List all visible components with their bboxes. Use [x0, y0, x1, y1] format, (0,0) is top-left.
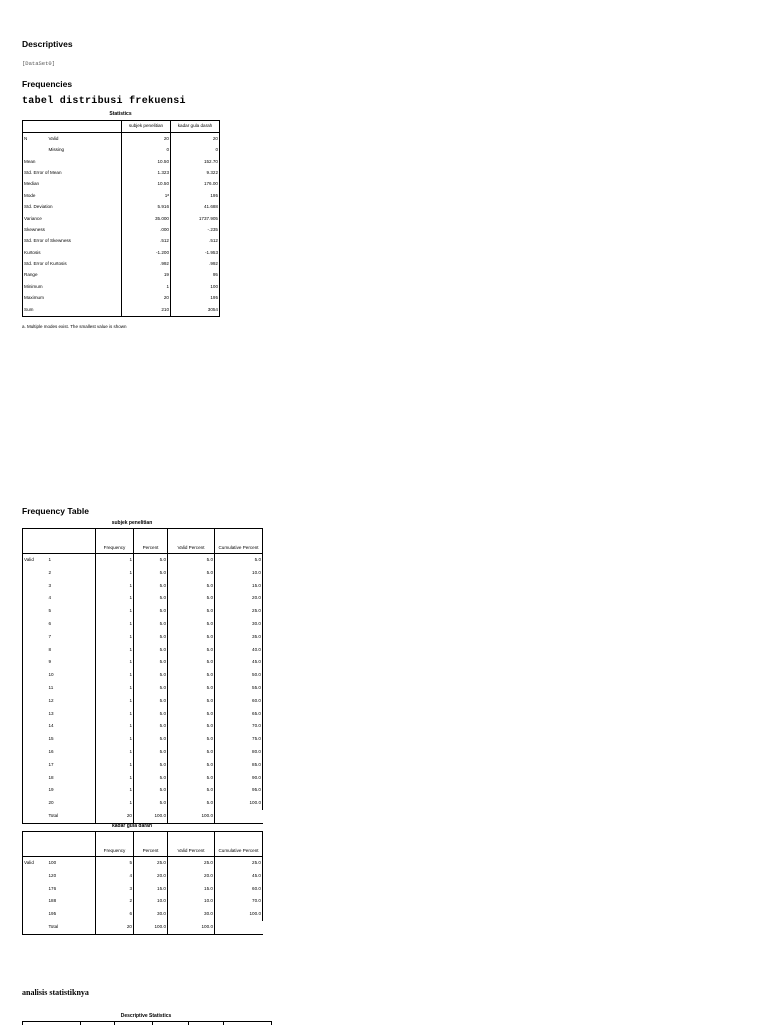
- statistics-value-subjek: 0: [122, 145, 171, 156]
- subjek-row: [23, 567, 263, 580]
- subjek-frequency-cell: 1: [96, 580, 134, 593]
- subjek-valid-percent-cell: 5.0: [168, 592, 215, 605]
- kadar-row: [23, 895, 263, 908]
- kadar-value-label: 120: [48, 872, 57, 878]
- statistics-value-subjek: 20: [122, 293, 171, 304]
- subjek-percent-cell: 5.0: [134, 656, 168, 669]
- subjek-value-label: 7: [48, 633, 52, 639]
- subjek-row: [23, 656, 263, 669]
- statistics-row-label: Range: [23, 270, 122, 281]
- statistics-row: [23, 179, 220, 190]
- statistics-col-kadar: kadar gula darah: [171, 121, 220, 133]
- subjek-frequency-cell: 1: [96, 708, 134, 721]
- subjek-frequency-cell: 1: [96, 695, 134, 708]
- subjek-cumulative-percent-cell: 95.0: [215, 784, 263, 797]
- statistics-row-label: N: [23, 133, 45, 145]
- subjek-valid-percent-cell: 100.0: [168, 810, 215, 823]
- subjek-value-label: 18: [48, 774, 54, 780]
- kadar-frequency-table: [22, 831, 263, 935]
- subjek-value-label: 19: [48, 787, 54, 793]
- subjek-valid-percent-cell: 5.0: [168, 746, 215, 759]
- subjek-percent-cell: 5.0: [134, 554, 168, 567]
- statistics-row-sublabel: Missing: [48, 147, 65, 153]
- subjek-row: [23, 554, 263, 567]
- subjek-percent-cell: 5.0: [134, 708, 168, 721]
- subjek-value-label: 6: [48, 621, 52, 627]
- subjek-percent-cell: 5.0: [134, 567, 168, 580]
- subjek-valid-percent-cell: 5.0: [168, 695, 215, 708]
- subjek-percent-cell: 5.0: [134, 695, 168, 708]
- subjek-row: [23, 759, 263, 772]
- statistics-row: [23, 304, 220, 316]
- subjek-cumulative-percent-header: Cumulative Percent: [215, 529, 263, 554]
- statistics-row-label: Std. Deviation: [23, 202, 122, 213]
- kadar-valid-percent-cell: 20.0: [168, 870, 215, 883]
- subjek-percent-cell: 5.0: [134, 592, 168, 605]
- subjek-group-label: [23, 733, 45, 746]
- statistics-corner-cell: [23, 121, 122, 133]
- subjek-row: [23, 746, 263, 759]
- subjek-row: [23, 631, 263, 644]
- subjek-frequency-cell: 1: [96, 746, 134, 759]
- kadar-row: [23, 870, 263, 883]
- subjek-value-label: 8: [48, 646, 52, 652]
- subjek-group-label: [23, 784, 45, 797]
- subjek-row: [23, 669, 263, 682]
- statistics-value-kadar: 41.688: [171, 202, 220, 213]
- subjek-caption: subjek penelitian: [111, 520, 153, 526]
- statistics-row: [23, 202, 220, 213]
- dataset-label: [DataSet0]: [22, 60, 56, 67]
- statistics-row: [23, 145, 220, 156]
- subjek-cumulative-percent-cell: 90.0: [215, 772, 263, 785]
- subjek-value-label: Total: [45, 810, 96, 823]
- kadar-frequency-cell: 5: [96, 857, 134, 870]
- subjek-cumulative-percent-cell: [215, 810, 263, 823]
- subjek-percent-cell: 5.0: [134, 759, 168, 772]
- kadar-cumulative-percent-cell: 25.0: [215, 857, 263, 870]
- statistics-footnote: a. Multiple modes exist. The smallest value is shown: [22, 324, 127, 329]
- subjek-valid-percent-cell: 5.0: [168, 605, 215, 618]
- statistics-caption: Statistics: [109, 111, 132, 117]
- kadar-valid-percent-cell: 15.0: [168, 883, 215, 896]
- statistics-value-subjek: -1.200: [122, 247, 171, 258]
- subjek-frequency-cell: 1: [96, 682, 134, 695]
- descriptives-heading: Descriptives: [22, 39, 73, 49]
- kadar-row: [23, 883, 263, 896]
- subjek-frequency-cell: 1: [96, 554, 134, 567]
- kadar-value-label: 188: [48, 898, 57, 904]
- statistics-table: [22, 120, 220, 317]
- kadar-valid-percent-cell: 10.0: [168, 895, 215, 908]
- kadar-frequency-cell: 2: [96, 895, 134, 908]
- subjek-frequency-cell: 1: [96, 567, 134, 580]
- kadar-cumulative-percent-cell: 45.0: [215, 870, 263, 883]
- kadar-group-label: [23, 883, 45, 896]
- subjek-frequency-cell: 1: [96, 759, 134, 772]
- statistics-value-kadar: 0: [171, 145, 220, 156]
- subjek-valid-percent-cell: 5.0: [168, 644, 215, 657]
- subjek-valid-percent-cell: 5.0: [168, 567, 215, 580]
- statistics-row-label: Median: [23, 179, 122, 190]
- descriptive-statistics-table-top: [22, 1021, 272, 1025]
- statistics-value-kadar: .512: [171, 236, 220, 247]
- subjek-cumulative-percent-cell: 80.0: [215, 746, 263, 759]
- statistics-row: [23, 156, 220, 167]
- statistics-value-kadar: 176.00: [171, 179, 220, 190]
- subjek-group-label: [23, 682, 45, 695]
- statistics-row: [23, 168, 220, 179]
- subjek-cumulative-percent-cell: 5.0: [215, 554, 263, 567]
- subjek-cumulative-percent-cell: 60.0: [215, 695, 263, 708]
- statistics-row: [23, 236, 220, 247]
- statistics-row-label: Std. Error of Mean: [23, 168, 122, 179]
- subjek-row: [23, 810, 263, 823]
- subjek-frequency-cell: 1: [96, 618, 134, 631]
- kadar-cumulative-percent-cell: 60.0: [215, 883, 263, 896]
- subjek-percent-cell: 5.0: [134, 682, 168, 695]
- subjek-valid-percent-cell: 5.0: [168, 772, 215, 785]
- subjek-valid-percent-cell: 5.0: [168, 708, 215, 721]
- statistics-value-kadar: -.235: [171, 225, 220, 236]
- subjek-frequency-cell: 1: [96, 669, 134, 682]
- kadar-row: [23, 857, 263, 870]
- subjek-cumulative-percent-cell: 15.0: [215, 580, 263, 593]
- subjek-cumulative-percent-cell: 75.0: [215, 733, 263, 746]
- subjek-valid-percent-cell: 5.0: [168, 669, 215, 682]
- kadar-frequency-cell: 3: [96, 883, 134, 896]
- statistics-value-subjek: 35.000: [122, 213, 171, 224]
- subjek-cumulative-percent-cell: 70.0: [215, 720, 263, 733]
- subjek-corner-cell: [23, 529, 96, 554]
- statistics-value-subjek: 10.50: [122, 179, 171, 190]
- subjek-frequency-cell: 1: [96, 656, 134, 669]
- subjek-percent-cell: 5.0: [134, 797, 168, 810]
- kadar-header-row: [23, 832, 263, 857]
- statistics-row: [23, 270, 220, 281]
- subjek-percent-cell: 5.0: [134, 733, 168, 746]
- kadar-corner-cell: [23, 832, 96, 857]
- subjek-value-label: 9: [48, 659, 52, 665]
- kadar-value-label: Total: [45, 921, 96, 934]
- kadar-value-label: 176: [48, 885, 57, 891]
- kadar-valid-percent-header: Valid Percent: [168, 832, 215, 857]
- kadar-frequency-cell: 6: [96, 908, 134, 921]
- subjek-percent-cell: 5.0: [134, 720, 168, 733]
- subjek-group-label: [23, 772, 45, 785]
- kadar-percent-cell: 100.0: [134, 921, 168, 934]
- subjek-group-label: [23, 618, 45, 631]
- subjek-percent-cell: 5.0: [134, 669, 168, 682]
- kadar-group-label: [23, 870, 45, 883]
- subjek-frequency-table: [22, 528, 263, 824]
- statistics-row: [23, 259, 220, 270]
- kadar-valid-percent-cell: 100.0: [168, 921, 215, 934]
- subjek-row: [23, 784, 263, 797]
- subjek-valid-percent-cell: 5.0: [168, 631, 215, 644]
- subjek-row: [23, 580, 263, 593]
- subjek-cumulative-percent-cell: 55.0: [215, 682, 263, 695]
- statistics-value-subjek: 210: [122, 304, 171, 316]
- subjek-cumulative-percent-cell: 10.0: [215, 567, 263, 580]
- subjek-value-label: 5: [48, 608, 52, 614]
- kadar-value-label: 195: [48, 911, 57, 917]
- statistics-value-subjek: 20: [122, 133, 171, 145]
- subjek-row: [23, 618, 263, 631]
- subjek-value-label: 2: [48, 569, 52, 575]
- subjek-value-label: 1: [48, 557, 52, 563]
- statistics-value-kadar: 9.322: [171, 168, 220, 179]
- statistics-row: [23, 281, 220, 292]
- subjek-row: [23, 682, 263, 695]
- subjek-frequency-cell: 1: [96, 631, 134, 644]
- kadar-frequency-cell: 4: [96, 870, 134, 883]
- kadar-group-label: [23, 895, 45, 908]
- subjek-group-label: [23, 810, 45, 823]
- tabel-distribusi-title: tabel distribusi frekuensi: [22, 96, 186, 107]
- statistics-value-kadar: 20: [171, 133, 220, 145]
- subjek-value-label: 10: [48, 672, 54, 678]
- kadar-percent-cell: 10.0: [134, 895, 168, 908]
- kadar-group-label: [23, 908, 45, 921]
- subjek-group-label: [23, 759, 45, 772]
- subjek-valid-percent-cell: 5.0: [168, 580, 215, 593]
- subjek-group-label: [23, 644, 45, 657]
- analisis-heading: analisis statistiknya: [22, 988, 89, 997]
- kadar-valid-percent-cell: 30.0: [168, 908, 215, 921]
- subjek-percent-header: Percent: [134, 529, 168, 554]
- subjek-row: [23, 772, 263, 785]
- subjek-group-label: Valid: [23, 554, 45, 567]
- statistics-value-subjek: .512: [122, 236, 171, 247]
- subjek-cumulative-percent-cell: 50.0: [215, 669, 263, 682]
- statistics-value-subjek: 10.50: [122, 156, 171, 167]
- kadar-frequency-cell: 20: [96, 921, 134, 934]
- statistics-value-subjek: .000: [122, 225, 171, 236]
- subjek-valid-percent-cell: 5.0: [168, 784, 215, 797]
- kadar-cumulative-percent-cell: [215, 921, 263, 934]
- subjek-value-label: 20: [48, 800, 54, 806]
- subjek-row: [23, 797, 263, 810]
- subjek-group-label: [23, 580, 45, 593]
- kadar-frequency-header: Frequency: [96, 832, 134, 857]
- statistics-value-kadar: 152.70: [171, 156, 220, 167]
- subjek-percent-cell: 5.0: [134, 631, 168, 644]
- statistics-value-subjek: .992: [122, 259, 171, 270]
- subjek-row: [23, 733, 263, 746]
- subjek-cumulative-percent-cell: 45.0: [215, 656, 263, 669]
- kadar-percent-header: Percent: [134, 832, 168, 857]
- statistics-header-row: [23, 121, 220, 133]
- subjek-percent-cell: 5.0: [134, 644, 168, 657]
- kadar-row: [23, 921, 263, 934]
- statistics-value-subjek: 1ᵃ: [122, 190, 171, 201]
- statistics-row-label: Variance: [23, 213, 122, 224]
- subjek-row: [23, 720, 263, 733]
- statistics-row: [23, 247, 220, 258]
- kadar-cumulative-percent-header: Cumulative Percent: [215, 832, 263, 857]
- subjek-percent-cell: 5.0: [134, 784, 168, 797]
- subjek-cumulative-percent-cell: 30.0: [215, 618, 263, 631]
- subjek-frequency-cell: 1: [96, 733, 134, 746]
- subjek-frequency-cell: 1: [96, 720, 134, 733]
- subjek-group-label: [23, 592, 45, 605]
- statistics-col-subjek: subjek penelitian: [122, 121, 171, 133]
- subjek-valid-percent-cell: 5.0: [168, 682, 215, 695]
- subjek-valid-percent-cell: 5.0: [168, 554, 215, 567]
- subjek-percent-cell: 5.0: [134, 605, 168, 618]
- statistics-value-subjek: 1: [122, 281, 171, 292]
- subjek-cumulative-percent-cell: 40.0: [215, 644, 263, 657]
- kadar-row: [23, 908, 263, 921]
- subjek-row: [23, 708, 263, 721]
- subjek-percent-cell: 100.0: [134, 810, 168, 823]
- subjek-value-label: 11: [48, 685, 54, 691]
- subjek-valid-percent-cell: 5.0: [168, 759, 215, 772]
- subjek-value-label: 4: [48, 595, 52, 601]
- subjek-group-label: [23, 605, 45, 618]
- subjek-value-label: 17: [48, 761, 54, 767]
- subjek-header-row: [23, 529, 263, 554]
- statistics-row: [23, 133, 220, 145]
- statistics-row-label: Mode: [23, 190, 122, 201]
- statistics-value-kadar: 95: [171, 270, 220, 281]
- statistics-row-label: [23, 145, 45, 156]
- statistics-value-kadar: 3054: [171, 304, 220, 316]
- statistics-value-kadar: -1.953: [171, 247, 220, 258]
- statistics-row: [23, 190, 220, 201]
- subjek-frequency-cell: 1: [96, 605, 134, 618]
- statistics-value-kadar: 195: [171, 293, 220, 304]
- subjek-group-label: [23, 746, 45, 759]
- subjek-valid-percent-cell: 5.0: [168, 797, 215, 810]
- statistics-row-label: Skewness: [23, 225, 122, 236]
- statistics-row-label: Kurtosis: [23, 247, 122, 258]
- statistics-value-subjek: 19: [122, 270, 171, 281]
- statistics-value-kadar: 195: [171, 190, 220, 201]
- kadar-caption: kadar gula darah: [111, 823, 152, 829]
- subjek-group-label: [23, 656, 45, 669]
- statistics-row-label: Minimum: [23, 281, 122, 292]
- statistics-row-label: Sum: [23, 304, 122, 316]
- statistics-row-label: Std. Error of Skewness: [23, 236, 122, 247]
- statistics-value-subjek: 5.916: [122, 202, 171, 213]
- subjek-value-label: 16: [48, 749, 54, 755]
- kadar-value-label: 100: [48, 860, 57, 866]
- statistics-row-sublabel: Valid: [48, 135, 59, 141]
- subjek-cumulative-percent-cell: 25.0: [215, 605, 263, 618]
- subjek-frequency-cell: 1: [96, 772, 134, 785]
- subjek-row: [23, 592, 263, 605]
- kadar-percent-cell: 25.0: [134, 857, 168, 870]
- frequencies-heading: Frequencies: [22, 79, 73, 89]
- statistics-value-kadar: 1737.905: [171, 213, 220, 224]
- subjek-group-label: [23, 669, 45, 682]
- statistics-row: [23, 293, 220, 304]
- subjek-frequency-cell: 1: [96, 644, 134, 657]
- kadar-group-label: [23, 921, 45, 934]
- subjek-value-label: 12: [48, 697, 54, 703]
- subjek-cumulative-percent-cell: 65.0: [215, 708, 263, 721]
- subjek-value-label: 3: [48, 582, 52, 588]
- subjek-valid-percent-cell: 5.0: [168, 720, 215, 733]
- subjek-cumulative-percent-cell: 100.0: [215, 797, 263, 810]
- subjek-frequency-header: Frequency: [96, 529, 134, 554]
- subjek-valid-percent-cell: 5.0: [168, 733, 215, 746]
- subjek-percent-cell: 5.0: [134, 772, 168, 785]
- subjek-frequency-cell: 1: [96, 592, 134, 605]
- statistics-row-label: Mean: [23, 156, 122, 167]
- statistics-value-kadar: 100: [171, 281, 220, 292]
- descriptive-statistics-caption: Descriptive Statistics: [120, 1013, 172, 1019]
- kadar-valid-percent-cell: 25.0: [168, 857, 215, 870]
- subjek-frequency-cell: 20: [96, 810, 134, 823]
- kadar-cumulative-percent-cell: 100.0: [215, 908, 263, 921]
- statistics-value-subjek: 1.323: [122, 168, 171, 179]
- subjek-valid-percent-cell: 5.0: [168, 618, 215, 631]
- kadar-percent-cell: 20.0: [134, 870, 168, 883]
- subjek-valid-percent-header: Valid Percent: [168, 529, 215, 554]
- statistics-row-label: Std. Error of Kurtosis: [23, 259, 122, 270]
- subjek-value-label: 15: [48, 736, 54, 742]
- subjek-group-label: [23, 720, 45, 733]
- kadar-percent-cell: 30.0: [134, 908, 168, 921]
- kadar-group-label: Valid: [23, 857, 45, 870]
- frequency-table-heading: Frequency Table: [22, 506, 89, 516]
- subjek-percent-cell: 5.0: [134, 618, 168, 631]
- subjek-value-label: 14: [48, 723, 54, 729]
- kadar-cumulative-percent-cell: 70.0: [215, 895, 263, 908]
- subjek-group-label: [23, 567, 45, 580]
- subjek-cumulative-percent-cell: 85.0: [215, 759, 263, 772]
- statistics-row: [23, 225, 220, 236]
- statistics-value-kadar: .992: [171, 259, 220, 270]
- subjek-percent-cell: 5.0: [134, 746, 168, 759]
- statistics-row-label: Maximum: [23, 293, 122, 304]
- subjek-row: [23, 695, 263, 708]
- subjek-percent-cell: 5.0: [134, 580, 168, 593]
- subjek-cumulative-percent-cell: 35.0: [215, 631, 263, 644]
- subjek-group-label: [23, 797, 45, 810]
- subjek-frequency-cell: 1: [96, 784, 134, 797]
- subjek-group-label: [23, 695, 45, 708]
- subjek-group-label: [23, 708, 45, 721]
- subjek-frequency-cell: 1: [96, 797, 134, 810]
- statistics-row: [23, 213, 220, 224]
- subjek-value-label: 13: [48, 710, 54, 716]
- subjek-valid-percent-cell: 5.0: [168, 656, 215, 669]
- subjek-row: [23, 605, 263, 618]
- subjek-row: [23, 644, 263, 657]
- subjek-group-label: [23, 631, 45, 644]
- kadar-percent-cell: 15.0: [134, 883, 168, 896]
- subjek-cumulative-percent-cell: 20.0: [215, 592, 263, 605]
